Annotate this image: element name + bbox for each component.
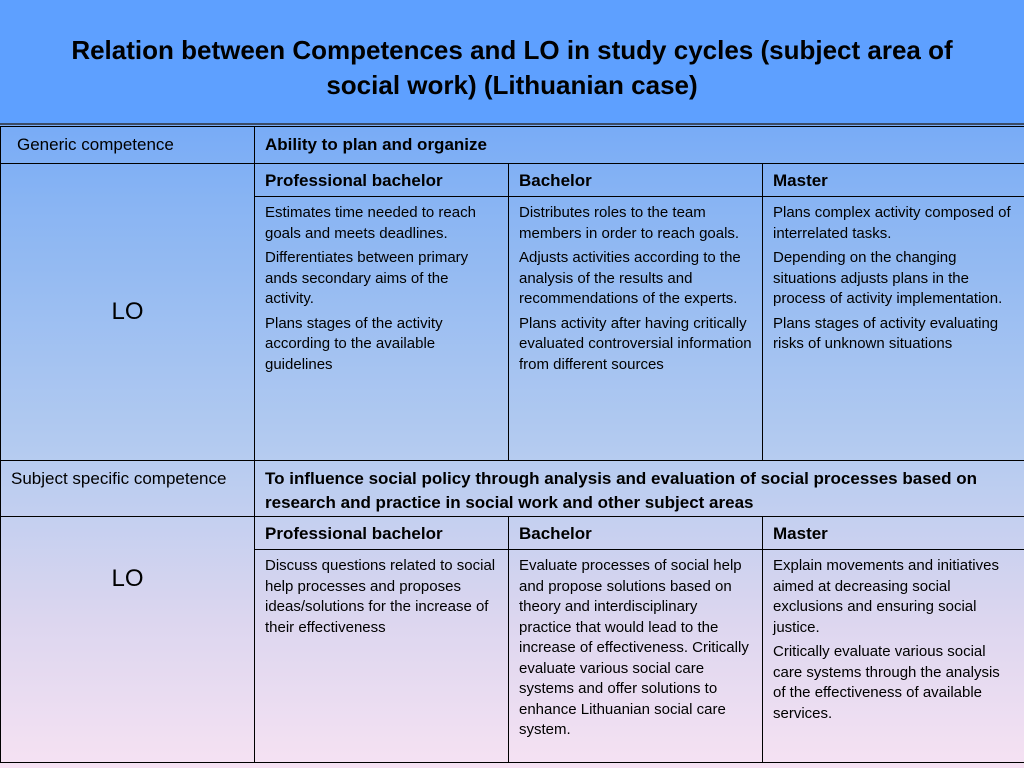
generic-lo-columns-row (1, 164, 1024, 197)
subject-competence-value: To influence social policy through analysis and evaluation of social processes based on research and practice in social work and other subject areas (265, 469, 977, 512)
column-header (255, 164, 509, 197)
subject-lo-professional-bachelor (255, 550, 509, 763)
column-header (763, 517, 1024, 550)
lo-text: Differentiates between primary ands secondary aims of the activity. (265, 249, 469, 307)
column-header-professional-bachelor: Professional bachelor (265, 524, 443, 543)
subject-lo-cell (1, 517, 255, 763)
subject-lo-bachelor (509, 550, 763, 763)
lo-text: Discuss questions related to social help processes and proposes ideas/solutions for the increase of their effectiveness (265, 557, 496, 636)
subject-competence-label: Subject specific competence (11, 469, 227, 488)
generic-lo-label: LO (111, 298, 144, 325)
subject-competence-label-cell (1, 461, 255, 517)
subject-lo-label: LO (111, 565, 144, 592)
lo-text: Plans activity after having critically evaluated controversial information from different sources (519, 314, 752, 373)
lo-text: Explain movements and initiatives aimed at decreasing social exclusions and ensuring social justice. (773, 557, 999, 636)
lo-text: Adjusts activities according to the analysis of the results and recommendations of the experts. (519, 249, 741, 307)
lo-text: Plans complex activity composed of interrelated tasks. (773, 204, 1011, 242)
lo-text: Critically evaluate various social care systems through the analysis of the effectiveness of available services. (773, 643, 1000, 722)
column-header (763, 164, 1024, 197)
generic-lo-master (763, 197, 1024, 461)
column-header-bachelor: Bachelor (519, 171, 592, 190)
competence-table (0, 126, 1024, 763)
column-header (509, 517, 763, 550)
column-header-professional-bachelor: Professional bachelor (265, 171, 443, 190)
column-header-master: Master (773, 171, 828, 190)
column-header (255, 517, 509, 550)
generic-competence-row (1, 127, 1024, 164)
column-header-master: Master (773, 524, 828, 543)
lo-text: Distributes roles to the team members in order to reach goals. (519, 204, 740, 242)
generic-lo-bachelor (509, 197, 763, 461)
column-header-bachelor: Bachelor (519, 524, 592, 543)
subject-competence-row (1, 461, 1024, 517)
generic-competence-label: Generic competence (17, 135, 174, 154)
lo-text: Evaluate processes of social help and propose solutions based on theory and interdisciplinary practice that would lead to the increase of effectiveness. Critically evaluate various social care systems and offer solutions to enhance Lithuanian social care system. (519, 557, 749, 738)
generic-competence-label-cell (1, 127, 255, 164)
generic-lo-professional-bachelor (255, 197, 509, 461)
column-header (509, 164, 763, 197)
generic-competence-value-cell (255, 127, 1024, 164)
subject-lo-columns-row (1, 517, 1024, 550)
title-band (0, 0, 1024, 125)
subject-competence-value-cell (255, 461, 1024, 517)
lo-text: Plans stages of activity evaluating risks of unknown situations (773, 314, 999, 352)
slide-title: Relation between Competences and LO in study cycles (subject area of social work) (Lithuanian case) (71, 35, 953, 100)
lo-text: Plans stages of the activity according to the available guidelines (265, 314, 443, 373)
generic-competence-value: Ability to plan and organize (265, 135, 487, 154)
lo-text: Depending on the changing situations adjusts plans in the process of activity implementation. (773, 249, 1003, 307)
generic-lo-cell (1, 164, 255, 461)
lo-text: Estimates time needed to reach goals and meets deadlines. (265, 204, 476, 242)
subject-lo-master (763, 550, 1024, 763)
